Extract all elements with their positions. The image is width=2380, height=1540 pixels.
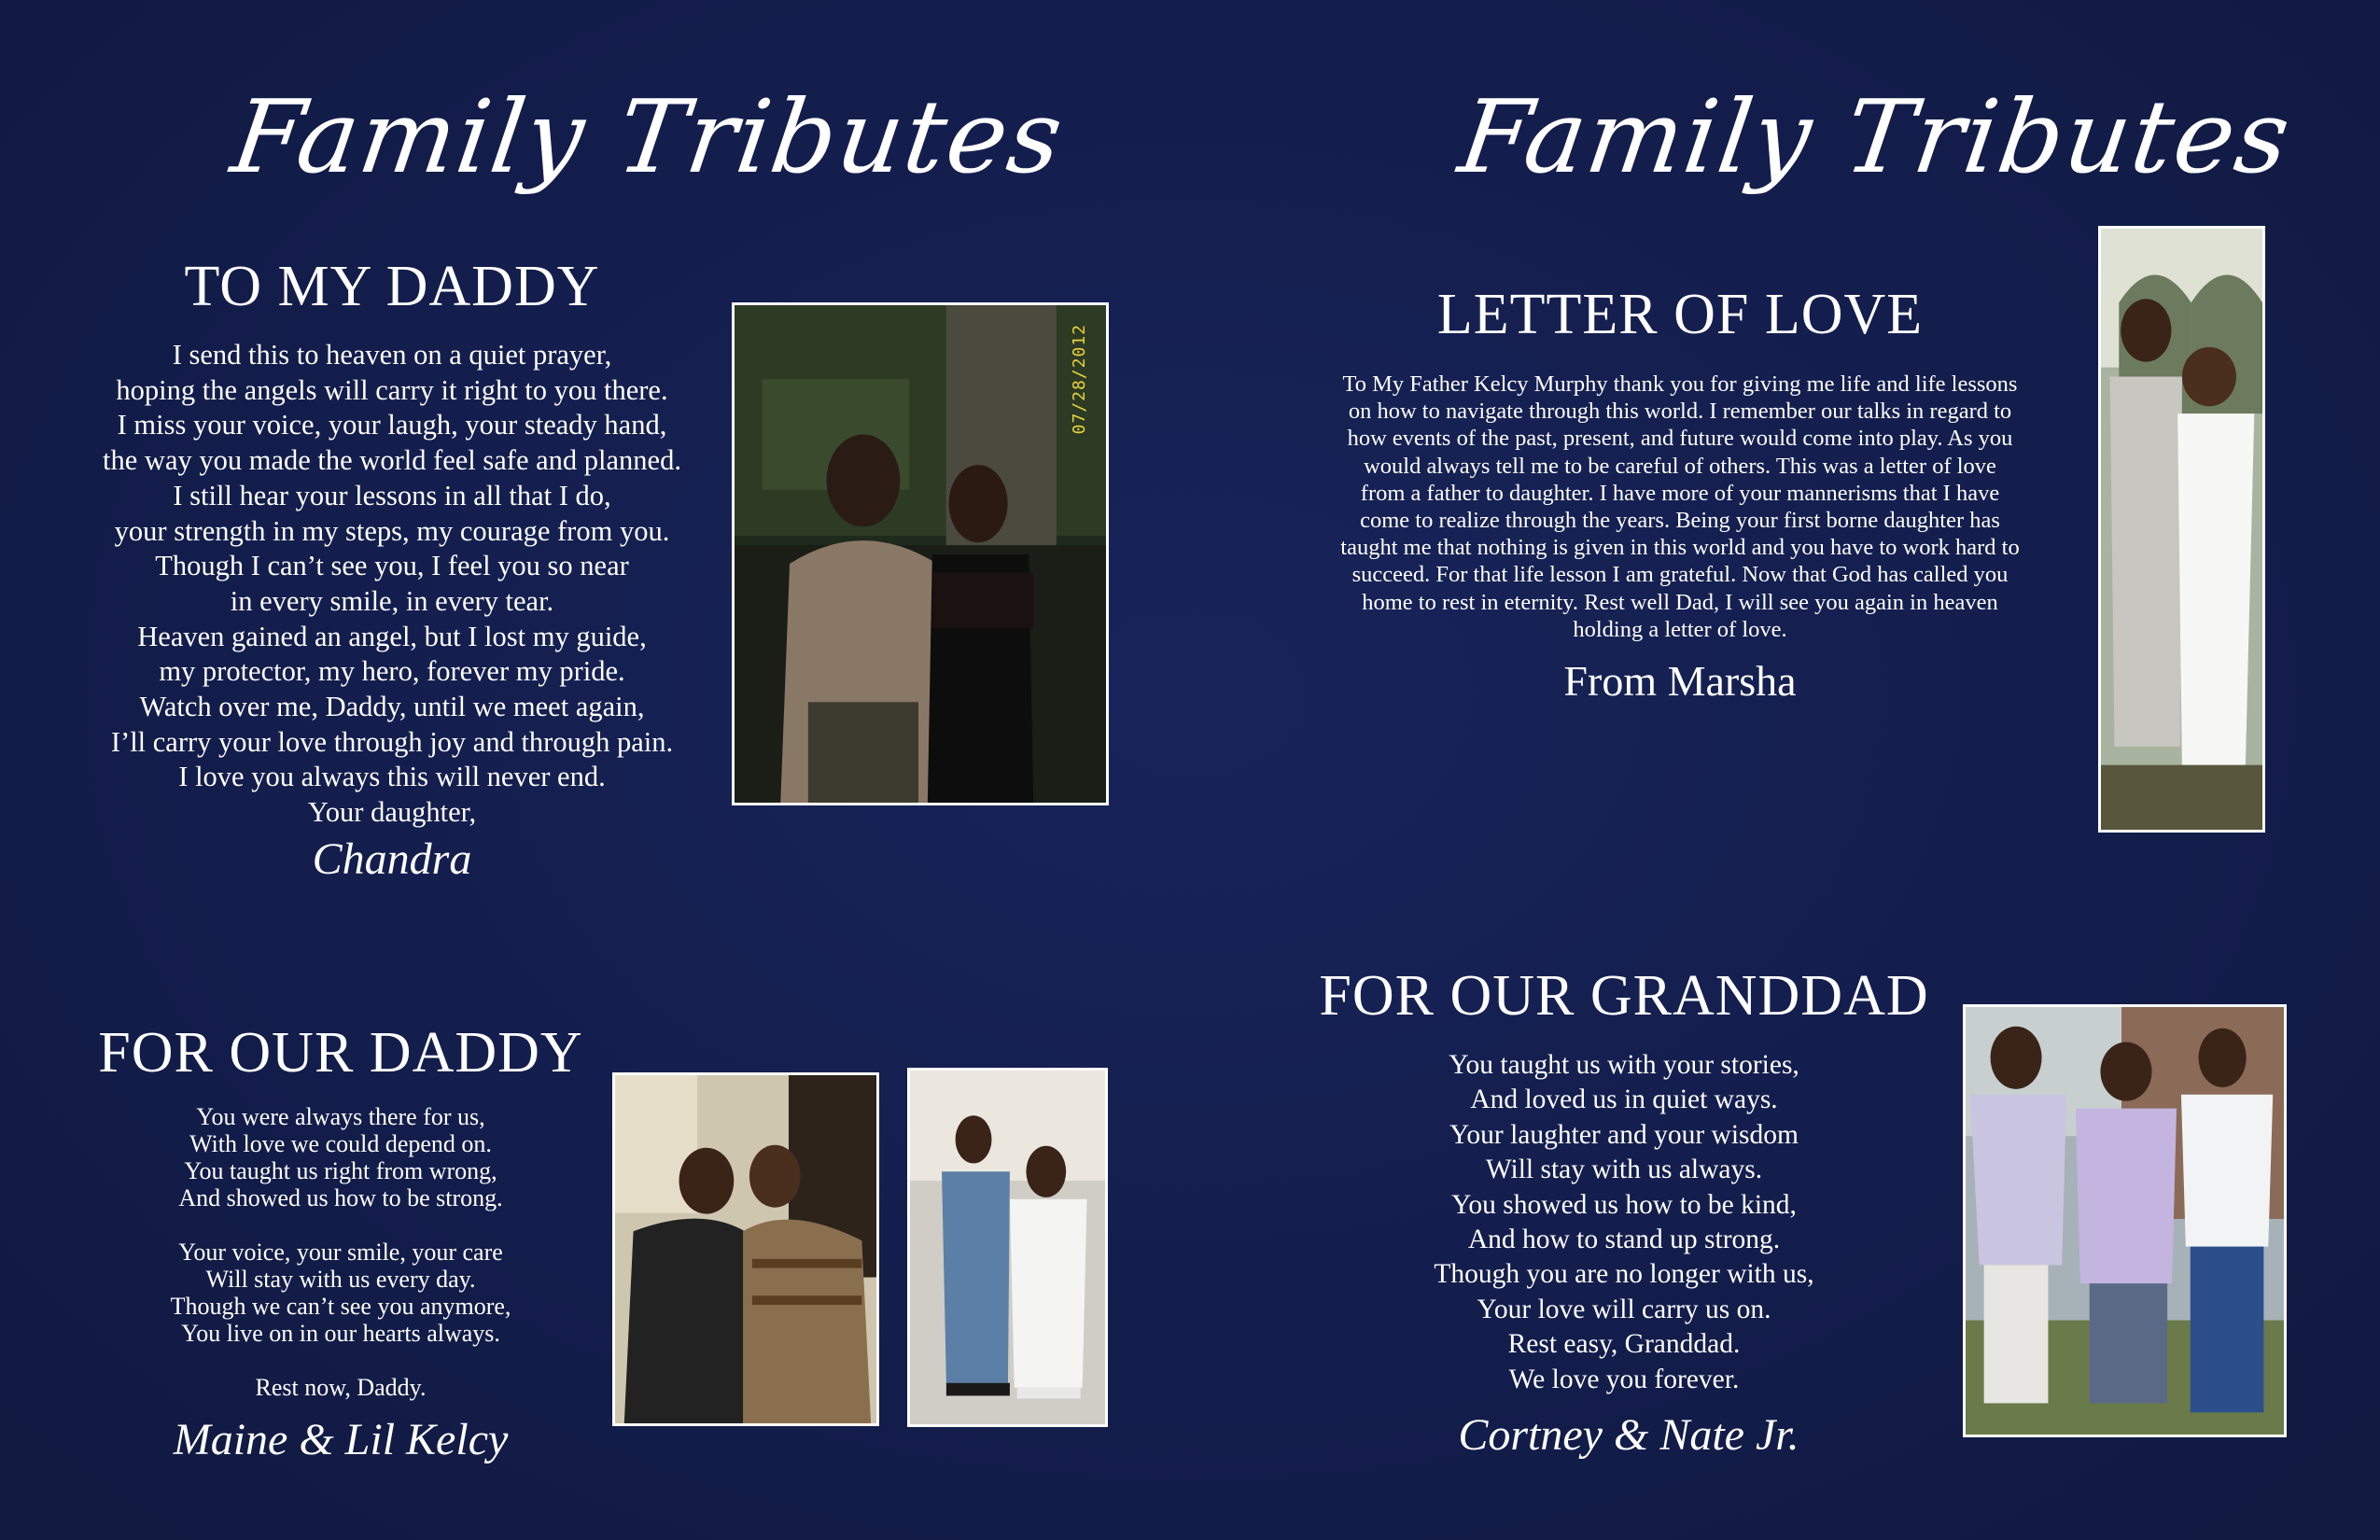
maine-lil-kelcy-signature: Maine & Lil Kelcy [173, 1415, 509, 1464]
letter-of-love-body: To My Father Kelcy Murphy thank you for giving me life and life lessons on how to navigate through this world. I remember our talks in regard to how events of the past, present, and future would come into play. As you would always tell me to be careful of others. This was a letter of love from a father to daughter. I have more of your mannerisms that I have come to realize through the years. Being your first borne daughter has taught me that nothing is given in this world and you have to work hard to succeed. For that life lesson I am grateful. Now that God has called you home to rest in eternity. Rest well Dad, I will see you again in heaven holding a letter of love. [1340, 371, 2020, 642]
cortney-nate-signature: Cortney & Nate Jr. [1458, 1410, 1799, 1460]
for-our-granddad-poem: You taught us with your stories, And loved us in quiet ways. Your laughter and your wisdom Will stay with us always. You showed us how to be kind, And how to stand up strong. Though you are no longer with us, Your love will carry us on. Rest easy, Granddad. We love you forever. [1434, 1050, 1814, 1394]
to-my-daddy-heading: TO MY DADDY [184, 255, 600, 318]
chandra-signature: Chandra [312, 834, 472, 884]
to-my-daddy-poem: I send this to heaven on a quiet prayer, hoping the angels will carry it right to you there. I miss your voice, your laugh, your steady hand, the way you made the world feel safe and planned. I still hear your lessons in all that I do, your strength in my steps, my courage from you. Though I can’t see you, I feel you so near in every smile, in every tear. Heaven gained an angel, but I lost my guide, my protector, my hero, forever my pride. Watch over me, Daddy, until we meet again, I’ll carry your love through joy and through pain. I love you always this will never end. Your daughter, [103, 339, 681, 829]
for-our-granddad-heading: FOR OUR GRANDDAD [1319, 964, 1929, 1028]
photo-date-stamp: 07/28/2012 [1070, 324, 1089, 435]
chandra-daddy-photo [732, 302, 1109, 805]
right-page-title: Family Tributes [1452, 79, 2299, 196]
left-page-title: Family Tributes [225, 79, 1071, 196]
granddad-photo [1963, 1004, 2287, 1437]
for-our-daddy-poem: You were always there for us, With love we could depend on. You taught us right from wrong, And showed us how to be strong. Your voice, your smile, your care Will stay with us every day. Though we can’t see you anymore, You live on in our hearts always. Rest now, Daddy. [170, 1103, 511, 1401]
marsha-photo [2098, 226, 2265, 833]
from-marsha: From Marsha [1563, 657, 1797, 705]
letter-of-love-heading: LETTER OF LOVE [1436, 283, 1924, 346]
maine-photo [612, 1072, 879, 1426]
lil-kelcy-photo [907, 1068, 1108, 1427]
for-our-daddy-heading: FOR OUR DADDY [98, 1021, 583, 1085]
